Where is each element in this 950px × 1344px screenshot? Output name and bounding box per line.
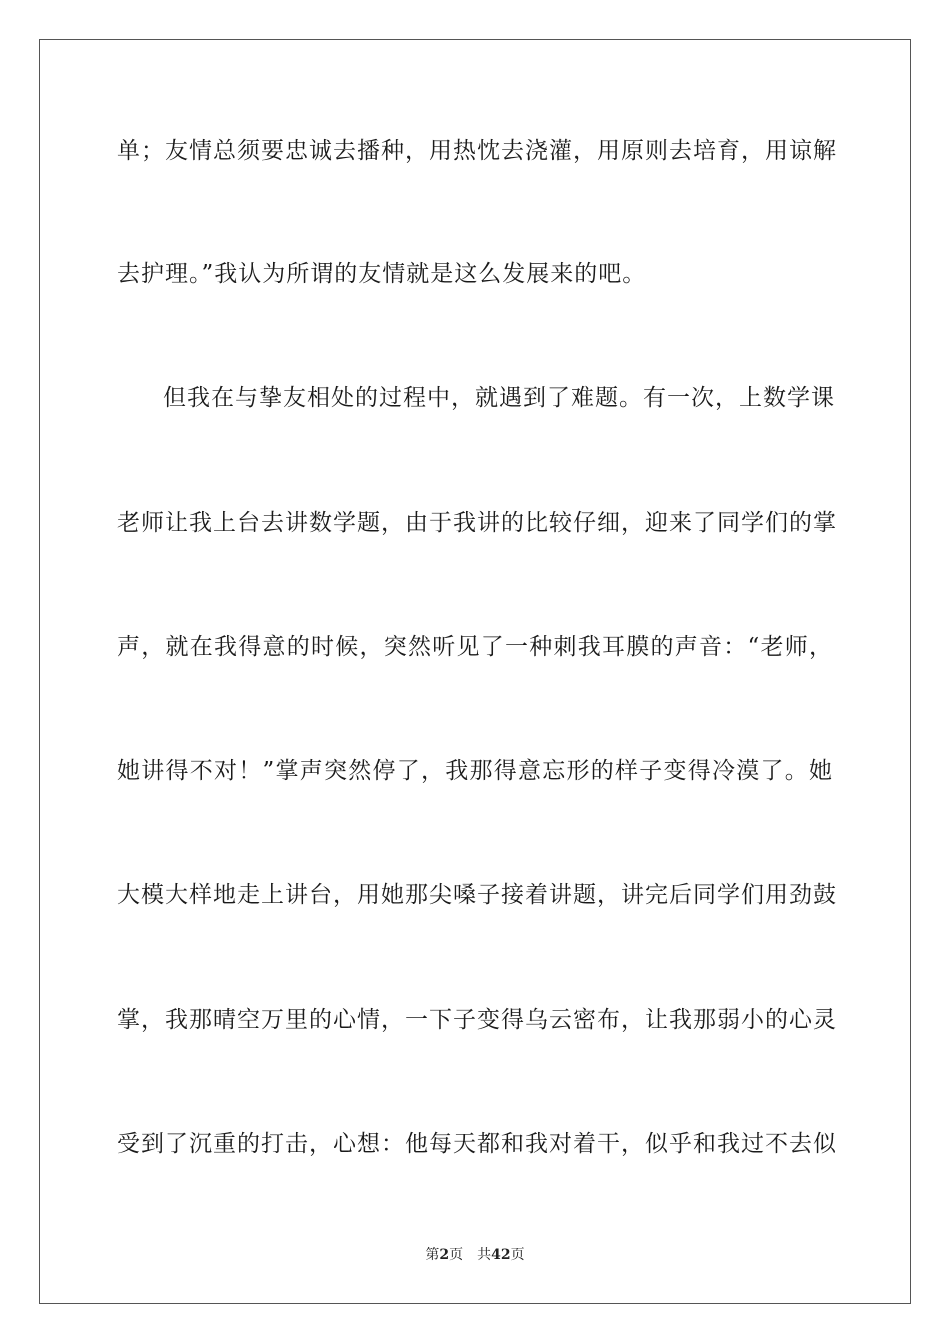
page-number: 2 xyxy=(439,1247,450,1263)
text-line-5: 声，就在我得意的时候，突然听见了一种刺我耳膜的声音：“老师， xyxy=(117,634,833,660)
total-pages: 42 xyxy=(491,1247,511,1263)
text-line-8: 掌，我那晴空万里的心情，一下子变得乌云密布，让我那弱小的心灵 xyxy=(117,1007,837,1033)
page-border xyxy=(39,39,911,1304)
text-line-2: 去护理。”我认为所谓的友情就是这么发展来的吧。 xyxy=(117,261,647,287)
text-line-3-paragraph-start: 但我在与挚友相处的过程中，就遇到了难题。有一次，上数学课 xyxy=(163,385,835,411)
text-line-9: 受到了沉重的打击，心想：他每天都和我对着干，似乎和我过不去似 xyxy=(117,1131,837,1157)
text-line-7: 大模大样地走上讲台，用她那尖嗓子接着讲题，讲完后同学们用劲鼓 xyxy=(117,882,837,908)
text-line-4: 老师让我上台去讲数学题，由于我讲的比较仔细，迎来了同学们的掌 xyxy=(117,510,837,536)
total-suffix: 页 xyxy=(510,1247,525,1263)
text-line-6: 她讲得不对！”掌声突然停了，我那得意忘形的样子变得冷漠了。她 xyxy=(117,758,833,784)
text-line-1: 单；友情总须要忠诚去播种，用热忱去浇灌，用原则去培育，用谅解 xyxy=(117,138,837,164)
page-suffix: 页 xyxy=(449,1247,464,1263)
total-prefix: 共 xyxy=(477,1247,492,1263)
page-prefix: 第 xyxy=(425,1247,440,1263)
page-footer xyxy=(0,1245,950,1265)
